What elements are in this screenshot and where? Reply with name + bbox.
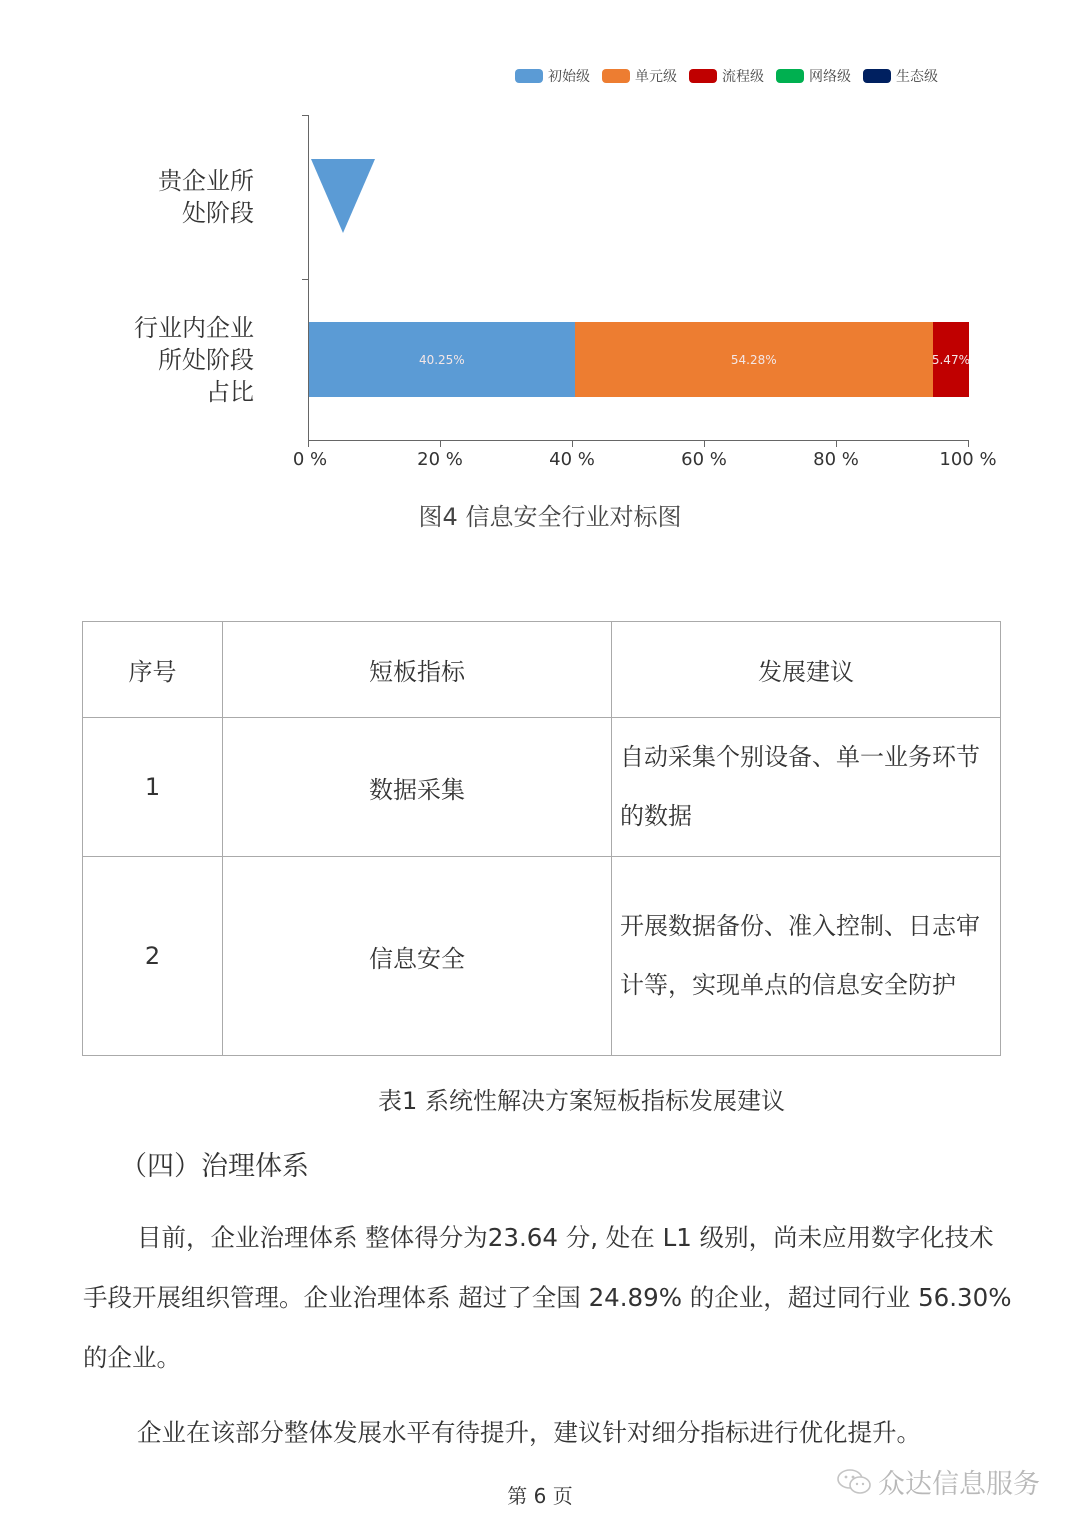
legend-item-process xyxy=(689,66,764,86)
legend-item-unit xyxy=(602,66,677,86)
legend-label: 网络级 xyxy=(809,69,851,85)
label-line: 处阶段 xyxy=(182,199,254,227)
x-tick xyxy=(968,440,969,447)
y-category-label-company xyxy=(158,165,254,229)
legend-item-initial xyxy=(515,66,590,86)
x-tick xyxy=(572,440,573,447)
table-row xyxy=(83,857,1001,1056)
x-tick xyxy=(440,440,441,447)
x-tick-label: 100 % xyxy=(939,449,997,470)
watermark-text: 众达信息服务 xyxy=(878,1469,1040,1500)
watermark xyxy=(836,1462,1040,1501)
cell-no: 2 xyxy=(83,857,223,1056)
legend-label: 流程级 xyxy=(722,69,764,85)
header-no: 序号 xyxy=(83,622,223,718)
y-tick xyxy=(302,115,309,116)
y-category-label-industry xyxy=(134,312,254,408)
legend-label: 初始级 xyxy=(548,69,590,85)
table-row xyxy=(83,718,1001,857)
paragraph: 目前，企业治理体系 整体得分为23.64 分, 处在 L1 级别，尚未应用数字化技术手段开展组织管理。企业治理体系 超过了全国 24.89% 的企业，超过同行业 56.30% 的企业。 xyxy=(83,1223,1012,1372)
cell-no: 1 xyxy=(83,718,223,857)
x-tick-label: 80 % xyxy=(813,449,859,470)
wechat-icon xyxy=(836,1467,872,1497)
recommendation-table xyxy=(82,621,1001,1056)
cell-suggestion: 开展数据备份、准入控制、日志审计等，实现单点的信息安全防护 xyxy=(612,857,1001,1056)
bar-segment-unit xyxy=(575,322,933,397)
page-number: 第 6 页 xyxy=(507,1484,573,1508)
industry-stacked-bar xyxy=(309,322,969,397)
table-header-row xyxy=(83,622,1001,718)
x-tick-label: 60 % xyxy=(681,449,727,470)
chart-legend xyxy=(515,66,950,86)
label-line: 所处阶段 xyxy=(158,346,254,374)
header-indicator: 短板指标 xyxy=(223,622,612,718)
label-line: 占比 xyxy=(206,378,254,406)
x-tick-label: 20 % xyxy=(417,449,463,470)
paragraph: 企业在该部分整体发展水平有待提升，建议针对细分指标进行优化提升。 xyxy=(137,1418,921,1447)
x-tick-label: 40 % xyxy=(549,449,595,470)
legend-swatch xyxy=(689,69,717,83)
x-tick-label: 0 % xyxy=(292,449,328,470)
cell-indicator: 数据采集 xyxy=(223,718,612,857)
legend-label: 单元级 xyxy=(635,69,677,85)
legend-swatch xyxy=(515,69,543,83)
company-stage-marker-icon xyxy=(311,159,375,233)
x-tick xyxy=(308,440,309,447)
section-heading: （四）治理体系 xyxy=(120,1151,309,1182)
bar-value-label: 54.28% xyxy=(730,352,777,367)
bar-segment-initial xyxy=(309,322,575,397)
x-axis xyxy=(308,440,969,441)
label-line: 贵企业所 xyxy=(158,167,254,195)
cell-indicator: 信息安全 xyxy=(223,857,612,1056)
legend-swatch xyxy=(776,69,804,83)
legend-label: 生态级 xyxy=(896,69,938,85)
bar-value-label: 40.25% xyxy=(418,352,465,367)
legend-swatch xyxy=(602,69,630,83)
label-line: 行业内企业 xyxy=(134,314,254,342)
cell-suggestion: 自动采集个别设备、单一业务环节的数据 xyxy=(612,718,1001,857)
y-tick xyxy=(302,279,309,280)
table-caption: 表1 系统性解决方案短板指标发展建议 xyxy=(378,1087,785,1115)
legend-item-ecosystem xyxy=(863,66,938,86)
bar-value-label: 5.47% xyxy=(931,352,970,367)
legend-swatch xyxy=(863,69,891,83)
bar-segment-process xyxy=(933,322,969,397)
x-tick xyxy=(836,440,837,447)
figure-caption: 图4 信息安全行业对标图 xyxy=(418,503,682,531)
header-suggestion: 发展建议 xyxy=(612,622,1001,718)
x-tick xyxy=(704,440,705,447)
legend-item-network xyxy=(776,66,851,86)
